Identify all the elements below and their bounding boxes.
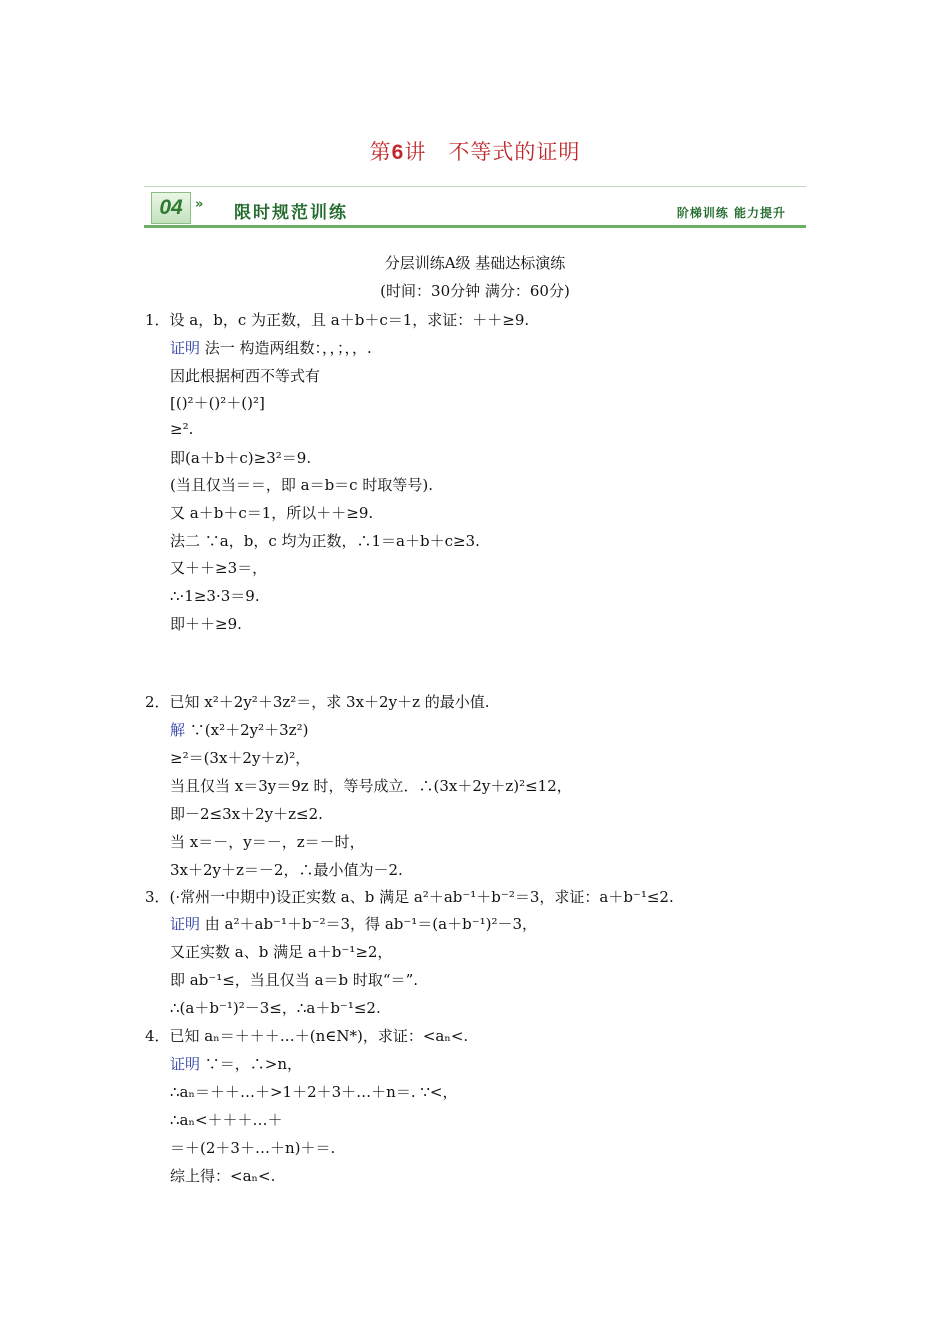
text-line bbox=[170, 557, 267, 578]
line-text: 法一 构造两组数：，，；，，. bbox=[200, 339, 372, 357]
line-text: 又＋＋≥3＝， bbox=[170, 559, 268, 577]
text-line bbox=[170, 585, 260, 606]
section-number-badge: 04 bbox=[151, 192, 191, 224]
text-line bbox=[170, 420, 193, 438]
line-text: ∴(a＋b⁻¹)²－3≤，∴a＋b⁻¹≤2. bbox=[170, 999, 381, 1017]
line-text: ≥²＝(3x＋2y＋z)²， bbox=[170, 749, 311, 767]
proof-label: 证明 bbox=[170, 915, 201, 933]
text-line bbox=[170, 859, 403, 880]
text-line bbox=[170, 1137, 335, 1158]
text-line bbox=[170, 1053, 302, 1074]
chevron-icon: » bbox=[195, 197, 204, 212]
proof-label: 证明 bbox=[170, 1055, 201, 1073]
text-line bbox=[145, 691, 490, 712]
text-line bbox=[170, 747, 310, 768]
line-text: 由 a²＋ab⁻¹＋b⁻²＝3，得 ab⁻¹＝(a＋b⁻¹)²－3， bbox=[200, 915, 538, 933]
text-line bbox=[170, 613, 242, 634]
text-line bbox=[170, 719, 308, 740]
line-text: ∴·1≥3·3＝9. bbox=[170, 587, 260, 605]
section-subtitle: 分层训练A级 基础达标演练 bbox=[384, 254, 566, 272]
line-text: 2．已知 x²＋2y²＋3z²＝，求 3x＋2y＋z 的最小值. bbox=[145, 693, 490, 711]
text-line bbox=[170, 392, 265, 413]
text-line bbox=[170, 831, 365, 852]
text-line bbox=[170, 447, 311, 468]
text-line bbox=[145, 1025, 468, 1046]
text-line bbox=[170, 337, 372, 358]
line-text: ∴aₙ＝＋＋…＋>1＋2＋3＋…＋n＝. ∵<， bbox=[170, 1083, 458, 1101]
line-text: [()²＋()²＋()²] bbox=[170, 394, 265, 412]
line-text: 即－2≤3x＋2y＋z≤2. bbox=[170, 805, 323, 823]
proof-label: 证明 bbox=[170, 339, 201, 357]
title-prefix: 第 bbox=[369, 140, 392, 164]
proof-label: 解 bbox=[170, 721, 186, 739]
line-text: 4．已知 aₙ＝＋＋＋…＋(n∈N*)，求证：<aₙ<. bbox=[145, 1027, 469, 1045]
text-line bbox=[170, 1165, 275, 1186]
line-text: ∵＝，∴>n， bbox=[200, 1055, 303, 1073]
text-line bbox=[145, 886, 674, 907]
text-line bbox=[170, 775, 572, 796]
line-text: 即 ab⁻¹≤，当且仅当 a＝b 时取“＝”. bbox=[170, 971, 418, 989]
line-text: 即＋＋≥9. bbox=[170, 615, 242, 633]
text-line bbox=[170, 803, 323, 824]
line-text: 1．设 a，b，c 为正数，且 a＋b＋c＝1，求证：＋＋≥9. bbox=[145, 311, 530, 329]
text-line bbox=[170, 1109, 283, 1130]
line-text: 法二 ∵a，b，c 均为正数，∴1＝a＋b＋c≥3. bbox=[170, 532, 480, 550]
section-banner bbox=[144, 186, 806, 230]
text-line bbox=[170, 969, 418, 990]
line-text: 因此根据柯西不等式有 bbox=[170, 367, 321, 385]
page-title bbox=[0, 136, 950, 166]
title-rest: 讲 bbox=[404, 140, 427, 164]
line-text: 又 a＋b＋c＝1，所以＋＋≥9. bbox=[170, 504, 374, 522]
title-topic: 不等式的证明 bbox=[448, 140, 581, 164]
banner-right-label: 阶梯训练 能力提升 bbox=[676, 206, 786, 220]
line-text: 综上得：<aₙ<. bbox=[170, 1167, 276, 1185]
line-text: 当 x＝－，y＝－，z＝－时， bbox=[170, 833, 365, 851]
line-text: ∵(x²＋2y²＋3z²) bbox=[185, 721, 309, 739]
text-line bbox=[170, 913, 537, 934]
line-text: 3x＋2y＋z＝－2，∴最小值为－2. bbox=[170, 861, 403, 879]
line-text: ≥². bbox=[170, 420, 194, 438]
banner-label: 限时规范训练 bbox=[234, 203, 348, 223]
line-text: ∴aₙ<＋＋＋…＋ bbox=[170, 1111, 283, 1129]
line-text: 当且仅当 x＝3y＝9z 时，等号成立．∴(3x＋2y＋z)²≤12， bbox=[170, 777, 572, 795]
line-text: (当且仅当＝＝，即 a＝b＝c 时取等号). bbox=[170, 476, 433, 494]
text-line bbox=[170, 1081, 457, 1102]
text-line bbox=[170, 997, 381, 1018]
text-line bbox=[170, 474, 433, 495]
time-info: (时间：30分钟 满分：60分) bbox=[380, 282, 570, 300]
line-text: 3．(·常州一中期中)设正实数 a、b 满足 a²＋ab⁻¹＋b⁻²＝3，求证：a＋b⁻¹≤2. bbox=[145, 888, 674, 906]
text-line bbox=[170, 502, 373, 523]
line-text: 又正实数 a、b 满足 a＋b⁻¹≥2， bbox=[170, 943, 393, 961]
text-line bbox=[170, 365, 320, 386]
title-number: 6 bbox=[391, 141, 405, 164]
line-text: 即(a＋b＋c)≥3²＝9. bbox=[170, 449, 312, 467]
text-line bbox=[170, 530, 480, 551]
text-line bbox=[145, 309, 529, 330]
text-line bbox=[170, 941, 392, 962]
line-text: ＝＋(2＋3＋…＋n)＋＝. bbox=[170, 1139, 336, 1157]
